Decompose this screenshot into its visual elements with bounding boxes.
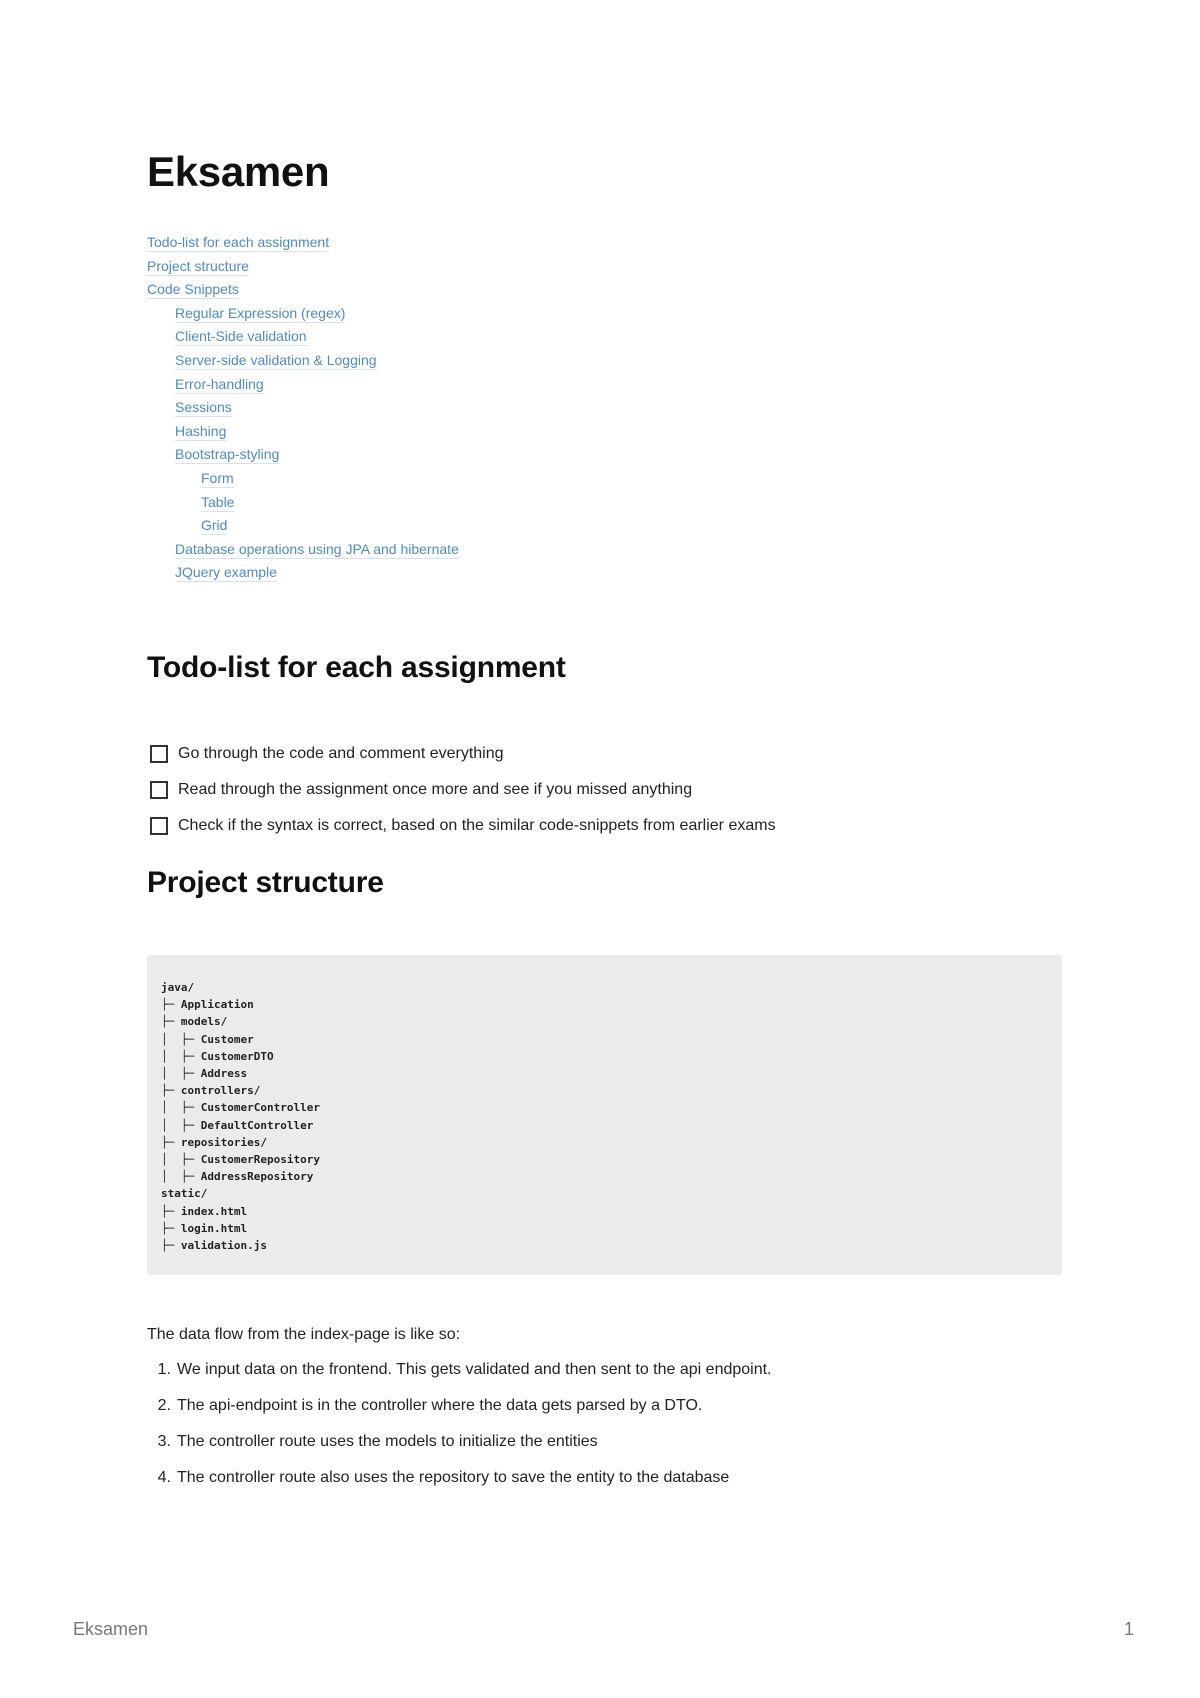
toc-link[interactable]: Grid [201, 517, 228, 534]
toc-item [147, 561, 459, 585]
toc-link[interactable]: Server-side validation & Logging [175, 351, 377, 368]
toc-item [147, 231, 459, 255]
list-item-text: The controller route also uses the repository to save the entity to the database [177, 1469, 730, 1486]
list-item-number: 3. [157, 1433, 171, 1450]
todo-item-text: Go through the code and comment everything [178, 745, 504, 762]
list-item-number: 1. [157, 1361, 171, 1378]
list-item-text: The api-endpoint is in the controller where the data gets parsed by a DTO. [177, 1397, 703, 1414]
todo-item-text: Read through the assignment once more and see if you missed anything [178, 781, 693, 798]
toc-link[interactable]: Bootstrap-styling [175, 446, 280, 463]
toc-item [147, 443, 459, 467]
toc-item [147, 278, 459, 302]
toc-link[interactable]: Hashing [175, 422, 227, 439]
flow-steps-list [147, 1352, 772, 1496]
toc-link[interactable]: Table [201, 493, 235, 510]
list-item [147, 1352, 772, 1388]
todo-item [150, 772, 776, 808]
toc-item [147, 302, 459, 326]
list-item-number: 4. [157, 1469, 171, 1486]
list-item [147, 1388, 772, 1424]
toc-link[interactable]: Database operations using JPA and hibernate [175, 540, 459, 557]
list-item-text: We input data on the frontend. This gets validated and then sent to the api endpoint. [177, 1361, 772, 1378]
toc-link[interactable]: Todo-list for each assignment [147, 234, 330, 250]
toc-item [147, 538, 459, 562]
toc-item [147, 325, 459, 349]
code-block-content: java/ ├─ Application ├─ models/ │ ├─ Customer │ ├─ CustomerDTO │ ├─ Address ├─ controllers/ │ ├─ CustomerController │ ├─ DefaultController ├─ repositories/ │ ├─ CustomerRepository │ ├─ AddressRepository static/ ├─ index.html ├─ login.html ├─ validation.js [161, 981, 320, 1253]
toc-link[interactable]: Project structure [147, 257, 249, 274]
toc-item [147, 467, 459, 491]
checkbox[interactable] [150, 817, 168, 835]
list-item-number: 2. [157, 1397, 171, 1414]
list-item-text: The controller route uses the models to initialize the entities [177, 1433, 598, 1450]
list-item [147, 1424, 772, 1460]
code-block [147, 955, 1062, 1275]
checkbox[interactable] [150, 745, 168, 763]
todo-item [150, 808, 776, 844]
todo-item [150, 736, 776, 772]
toc-link[interactable]: Form [201, 469, 234, 486]
todo-list [150, 736, 776, 844]
section-heading-project-structure: Project structure [147, 866, 384, 899]
flow-intro-text: The data flow from the index-page is like so: [147, 1326, 461, 1343]
section-heading-todo: Todo-list for each assignment [147, 651, 566, 684]
toc-link[interactable]: Error-handling [175, 375, 264, 392]
toc-item [147, 514, 459, 538]
footer-page-number: 1 [1123, 1619, 1134, 1639]
toc-item [147, 420, 459, 444]
toc-item [147, 491, 459, 515]
toc-link[interactable]: Sessions [175, 399, 232, 416]
toc-link[interactable]: Code Snippets [147, 281, 239, 298]
page-title: Eksamen [147, 148, 330, 195]
table-of-contents [147, 231, 459, 585]
toc-item [147, 255, 459, 279]
todo-item-text: Check if the syntax is correct, based on the similar code-snippets from earlier exams [178, 817, 776, 834]
toc-item [147, 349, 459, 373]
checkbox[interactable] [150, 781, 168, 799]
toc-link[interactable]: JQuery example [175, 564, 277, 581]
footer-title: Eksamen [73, 1619, 149, 1639]
list-item [147, 1460, 772, 1496]
toc-item [147, 373, 459, 397]
toc-link[interactable]: Regular Expression (regex) [175, 304, 346, 321]
toc-item [147, 396, 459, 420]
toc-link[interactable]: Client-Side validation [175, 328, 307, 345]
